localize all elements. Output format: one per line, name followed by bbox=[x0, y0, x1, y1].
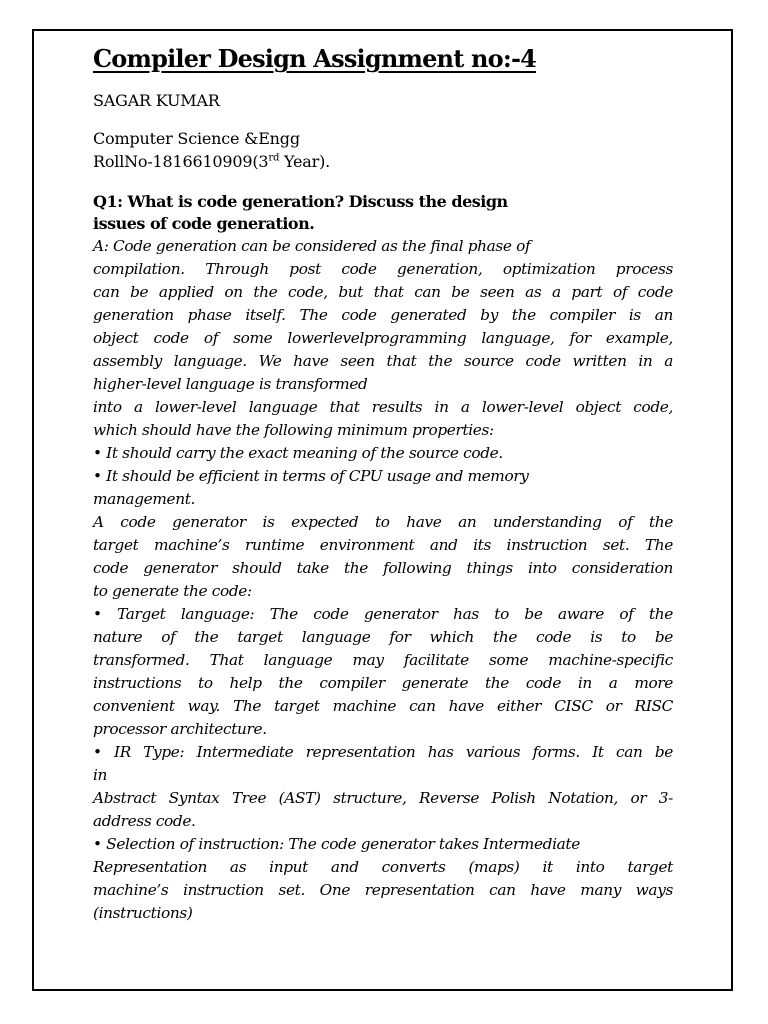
answer-line: to generate the code: bbox=[93, 582, 252, 600]
answer-line: nature of the target language for which the code is to be bbox=[93, 628, 673, 646]
roll-number-prefix: RollNo-1816610909(3 bbox=[93, 152, 269, 171]
answer-line: • IR Type: Intermediate representation has various forms. It can be bbox=[93, 743, 673, 761]
answer-line: instructions to help the compiler generate the code in a more bbox=[93, 674, 673, 692]
answer-line: Abstract Syntax Tree (AST) structure, Reverse Polish Notation, or 3- bbox=[93, 789, 673, 807]
question-line: Q1: What is code generation? Discuss the design bbox=[93, 192, 508, 211]
question-line: issues of code generation. bbox=[93, 214, 315, 233]
roll-number-suffix: Year). bbox=[279, 152, 331, 171]
answer-line: machine’s instruction set. One representation can have many ways bbox=[93, 881, 673, 899]
answer-line: (instructions) bbox=[93, 904, 193, 922]
author-name: SAGAR KUMAR bbox=[93, 91, 220, 110]
answer-line: management. bbox=[93, 490, 196, 508]
answer-line: target machine’s runtime environment and its instruction set. The bbox=[93, 536, 673, 554]
answer-line: generation phase itself. The code generated by the compiler is an bbox=[93, 306, 673, 324]
answer-line: Representation as input and converts (maps) it into target bbox=[93, 858, 673, 876]
student-info bbox=[93, 127, 673, 173]
answer-line: • Target language: The code generator has to be aware of the bbox=[93, 605, 673, 623]
answer-line: which should have the following minimum properties: bbox=[93, 421, 494, 439]
document-title: Compiler Design Assignment no:-4 bbox=[93, 44, 537, 73]
answer-line: compilation. Through post code generation, optimization process bbox=[93, 260, 673, 278]
answer-line: processor architecture. bbox=[93, 720, 267, 738]
answer-line: A: Code generation can be considered as the final phase of bbox=[93, 237, 531, 255]
answer-line: convenient way. The target machine can have either CISC or RISC bbox=[93, 697, 673, 715]
answer-line: code generator should take the following things into consideration bbox=[93, 559, 673, 577]
question-heading bbox=[93, 191, 673, 235]
answer-line: A code generator is expected to have an understanding of the bbox=[93, 513, 673, 531]
answer-line: assembly language. We have seen that the source code written in a bbox=[93, 352, 673, 370]
answer-line: • It should be efficient in terms of CPU usage and memory bbox=[93, 467, 529, 485]
answer-line: into a lower-level language that results in a lower-level object code, bbox=[93, 398, 673, 416]
answer-body bbox=[93, 235, 673, 925]
department: Computer Science &Engg bbox=[93, 129, 300, 148]
answer-line: object code of some lowerlevelprogramming language, for example, bbox=[93, 329, 673, 347]
document-content bbox=[93, 42, 673, 925]
answer-line: address code. bbox=[93, 812, 196, 830]
answer-line: • It should carry the exact meaning of the source code. bbox=[93, 444, 503, 462]
answer-line: transformed. That language may facilitate some machine-specific bbox=[93, 651, 673, 669]
roll-number-ordinal: rd bbox=[268, 152, 280, 164]
answer-line: higher-level language is transformed bbox=[93, 375, 368, 393]
answer-line: can be applied on the code, but that can be seen as a part of code bbox=[93, 283, 673, 301]
answer-line: • Selection of instruction: The code generator takes Intermediate bbox=[93, 835, 580, 853]
answer-line: in bbox=[93, 766, 108, 784]
roll-number bbox=[93, 150, 673, 173]
